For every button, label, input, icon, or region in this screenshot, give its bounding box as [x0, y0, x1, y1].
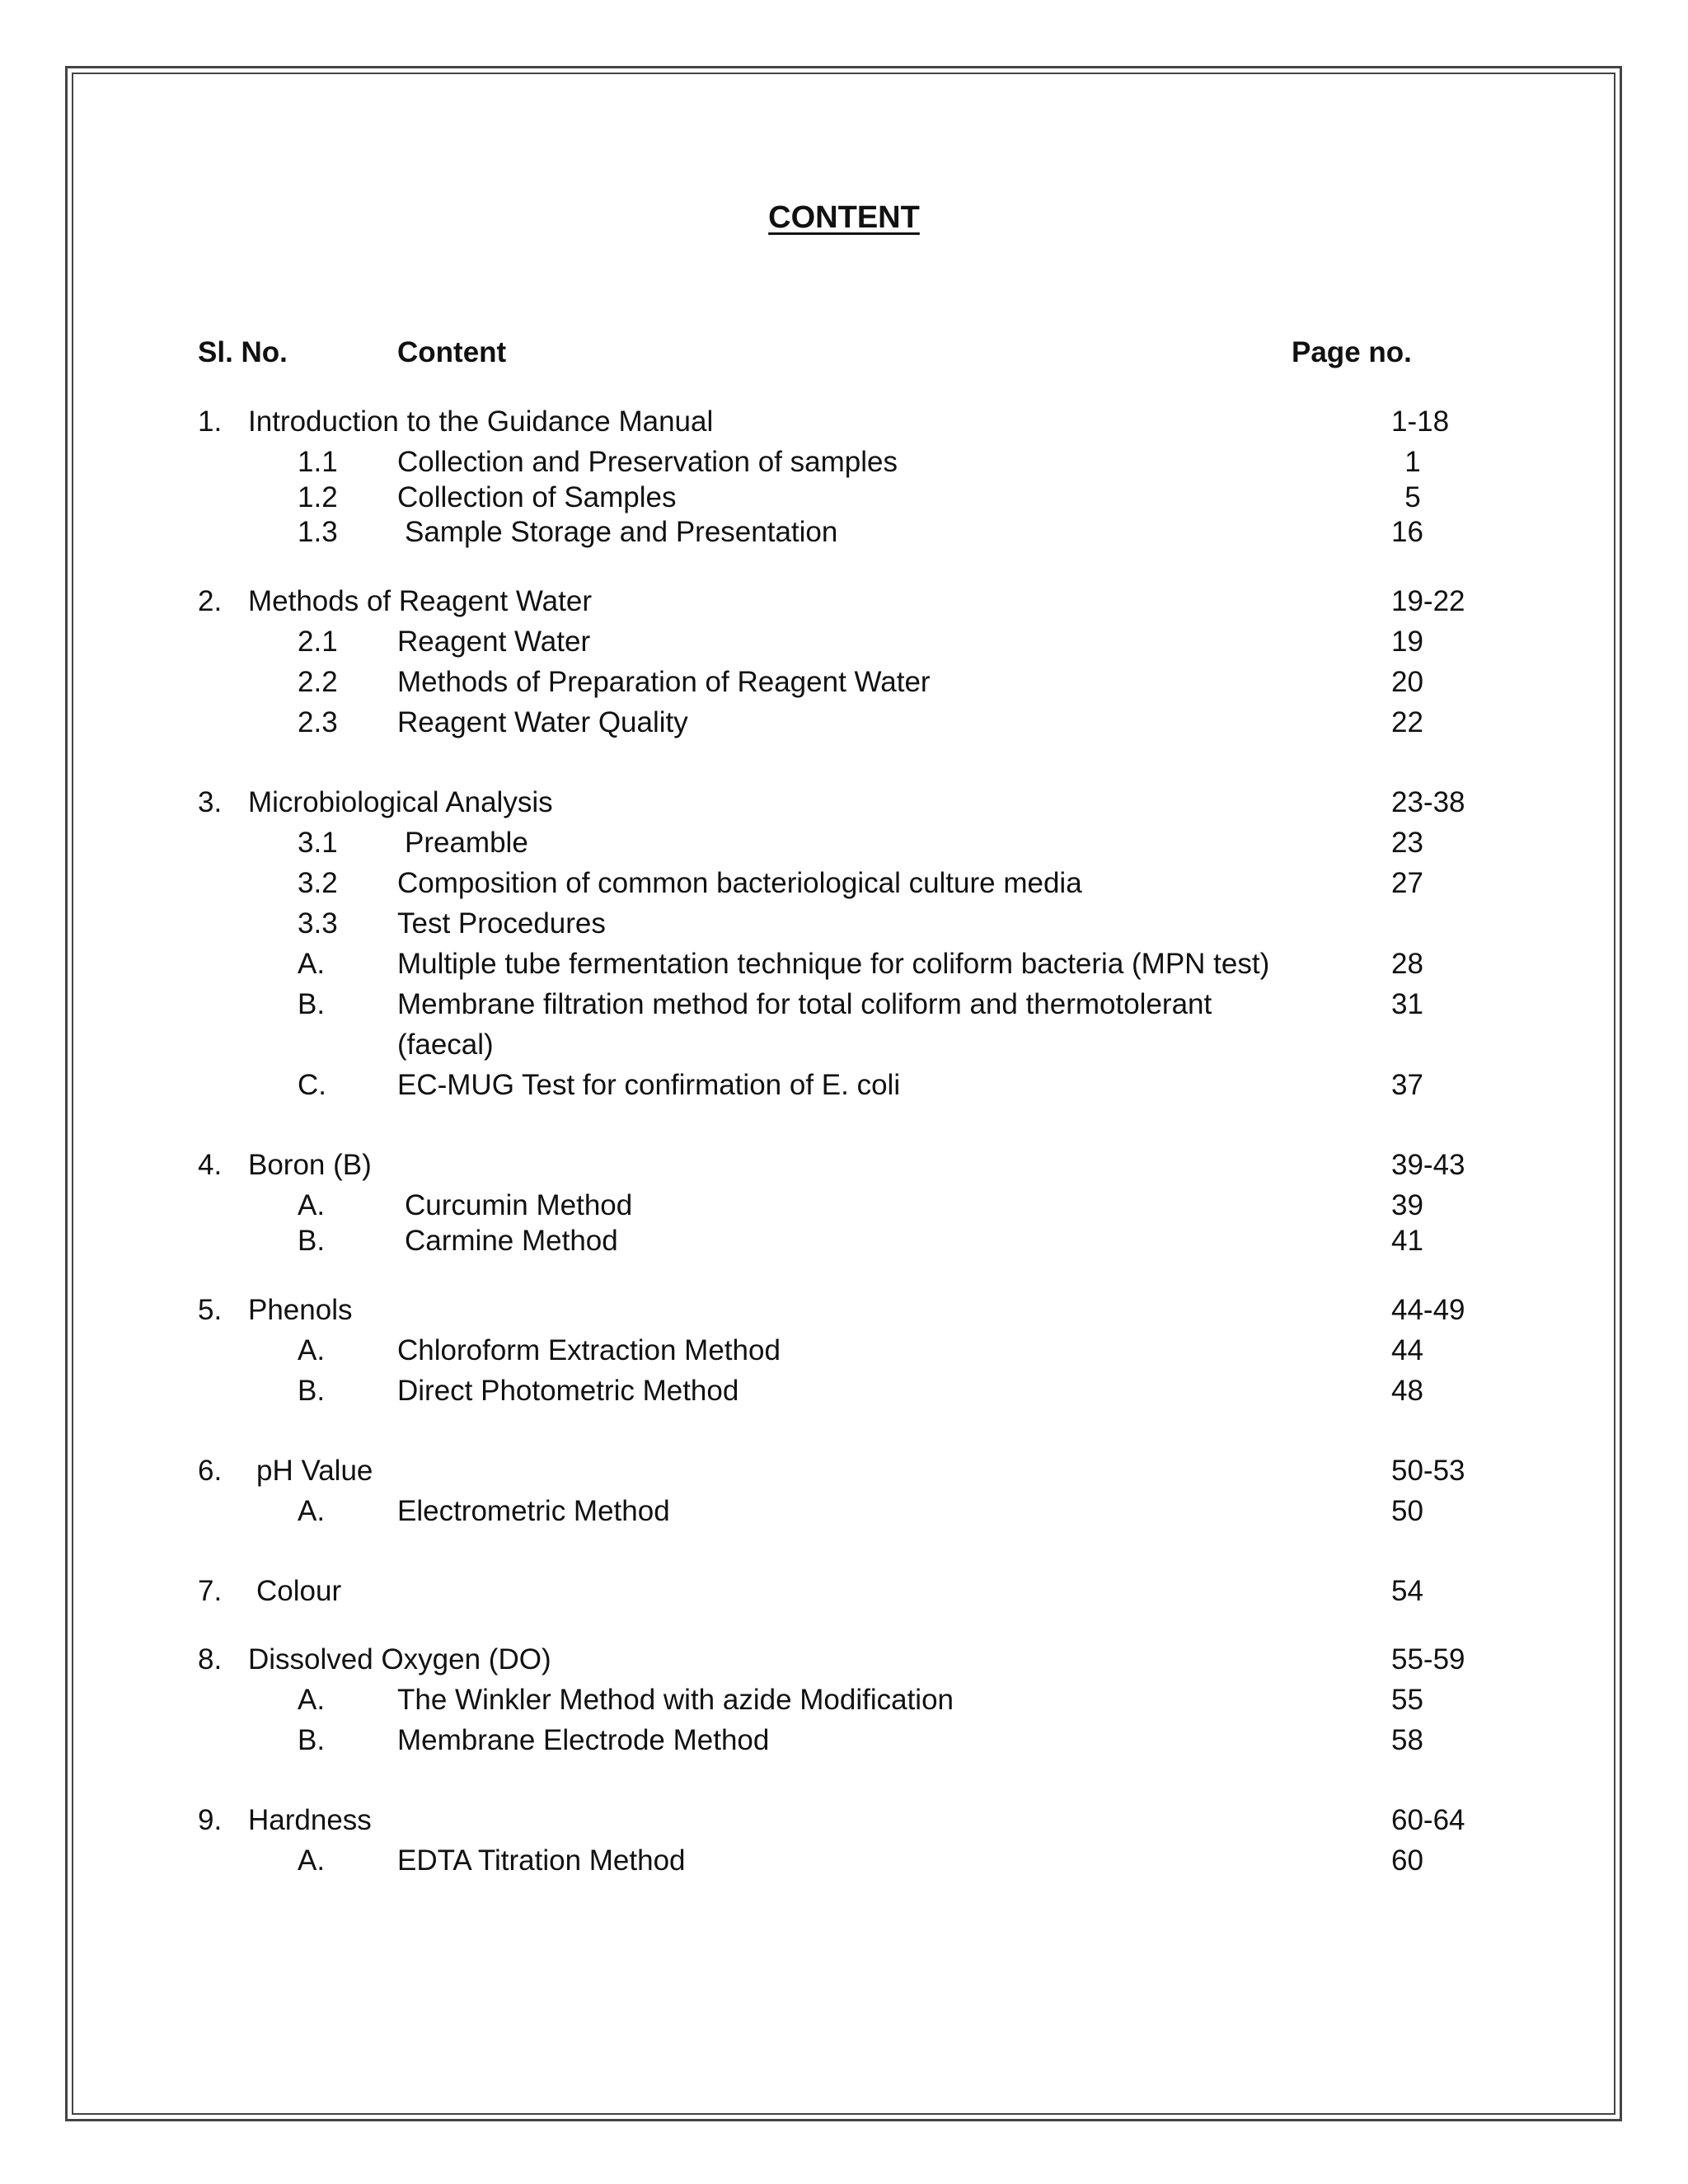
item-page: 28 [1391, 948, 1423, 980]
section-title: Methods of Reagent Water [248, 585, 592, 617]
item-page: 31 [1391, 988, 1423, 1020]
item-number: 2.1 [298, 626, 338, 658]
section-title: Dissolved Oxygen (DO) [248, 1643, 551, 1675]
item-page: 16 [1391, 516, 1423, 548]
item-number: 2.2 [298, 666, 338, 698]
item-title: Methods of Preparation of Reagent Water [397, 666, 931, 698]
item-title: The Winkler Method with azide Modification [397, 1684, 954, 1716]
item-title: EDTA Titration Method [397, 1844, 686, 1877]
item-number: 3.1 [298, 827, 338, 859]
item-page: 48 [1391, 1375, 1423, 1407]
item-page: 44 [1391, 1334, 1423, 1366]
section-page: 19-22 [1391, 585, 1465, 617]
section-page: 1-18 [1391, 405, 1450, 438]
item-number: A. [298, 1334, 326, 1366]
item-number: A. [298, 948, 326, 980]
item-page: 22 [1391, 706, 1423, 738]
section-page: 55-59 [1391, 1643, 1465, 1675]
item-title: Reagent Water [397, 626, 591, 658]
section-page: 39-43 [1391, 1149, 1465, 1181]
section-page: 44-49 [1391, 1294, 1465, 1326]
section-number: 4. [198, 1149, 223, 1181]
item-title: Multiple tube fermentation technique for coliform bacteria (MPN test) [397, 948, 1270, 980]
section-title: Boron (B) [248, 1149, 372, 1181]
item-number: B. [298, 1724, 326, 1756]
section-number: 3. [198, 786, 223, 818]
section-title: Microbiological Analysis [248, 786, 553, 818]
item-title: Sample Storage and Presentation [405, 516, 838, 548]
item-number: 1.1 [298, 446, 338, 478]
item-page: 39 [1391, 1189, 1423, 1221]
item-title: Carmine Method [405, 1225, 618, 1257]
item-number: 3.3 [298, 907, 338, 940]
item-title: Collection and Preservation of samples [397, 446, 898, 478]
item-page: 19 [1391, 626, 1423, 658]
section-title: Colour [256, 1575, 342, 1607]
item-number: A. [298, 1495, 326, 1527]
item-title: Membrane filtration method for total coliform and thermotolerant [397, 988, 1212, 1020]
item-title: Composition of common bacteriological culture media [397, 867, 1082, 899]
item-title: Collection of Samples [397, 481, 677, 513]
item-title: Reagent Water Quality [397, 706, 688, 738]
item-title: Curcumin Method [405, 1189, 633, 1221]
item-page: 50 [1391, 1495, 1423, 1527]
section-title: Hardness [248, 1804, 372, 1836]
section-title: Introduction to the Guidance Manual [248, 405, 714, 438]
item-page: 23 [1391, 827, 1423, 859]
section-number: 5. [198, 1294, 223, 1326]
header-page-no: Page no. [1292, 336, 1412, 368]
item-number: B. [298, 1375, 326, 1407]
page-title-text: CONTENT [768, 200, 920, 235]
item-number: 1.3 [298, 516, 338, 548]
page-title [0, 197, 1688, 238]
item-page: 5 [1404, 481, 1421, 513]
item-page: 37 [1391, 1069, 1423, 1101]
section-page: 23-38 [1391, 786, 1465, 818]
item-title: Direct Photometric Method [397, 1375, 739, 1407]
item-title: Test Procedures [397, 907, 606, 940]
item-number: 3.2 [298, 867, 338, 899]
section-page: 60-64 [1391, 1804, 1465, 1836]
item-page: 27 [1391, 867, 1423, 899]
section-number: 8. [198, 1643, 223, 1675]
section-number: 2. [198, 585, 223, 617]
item-page: 60 [1391, 1844, 1423, 1877]
section-number: 7. [198, 1575, 223, 1607]
item-number: 2.3 [298, 706, 338, 738]
section-page: 50-53 [1391, 1455, 1465, 1487]
item-title: EC-MUG Test for confirmation of E. coli [397, 1069, 901, 1101]
item-number: C. [298, 1069, 326, 1101]
section-number: 6. [198, 1455, 223, 1487]
section-number: 9. [198, 1804, 223, 1836]
section-title: Phenols [248, 1294, 353, 1326]
item-number: A. [298, 1189, 326, 1221]
item-page: 55 [1391, 1684, 1423, 1716]
section-title: pH Value [256, 1455, 373, 1487]
item-page: 1 [1404, 446, 1421, 478]
item-number: 1.2 [298, 481, 338, 513]
item-number: B. [298, 1225, 326, 1257]
item-number: A. [298, 1844, 326, 1877]
item-page: 41 [1391, 1225, 1423, 1257]
item-page: 58 [1391, 1724, 1423, 1756]
item-title-continued: (faecal) [397, 1029, 494, 1061]
item-page: 20 [1391, 666, 1423, 698]
header-sl-no: Sl. No. [198, 336, 288, 368]
item-number: A. [298, 1684, 326, 1716]
item-title: Membrane Electrode Method [397, 1724, 770, 1756]
header-content: Content [397, 336, 507, 368]
section-number: 1. [198, 405, 223, 438]
item-title: Chloroform Extraction Method [397, 1334, 781, 1366]
item-title: Electrometric Method [397, 1495, 670, 1527]
section-page: 54 [1391, 1575, 1423, 1607]
item-title: Preamble [405, 827, 528, 859]
item-number: B. [298, 988, 326, 1020]
